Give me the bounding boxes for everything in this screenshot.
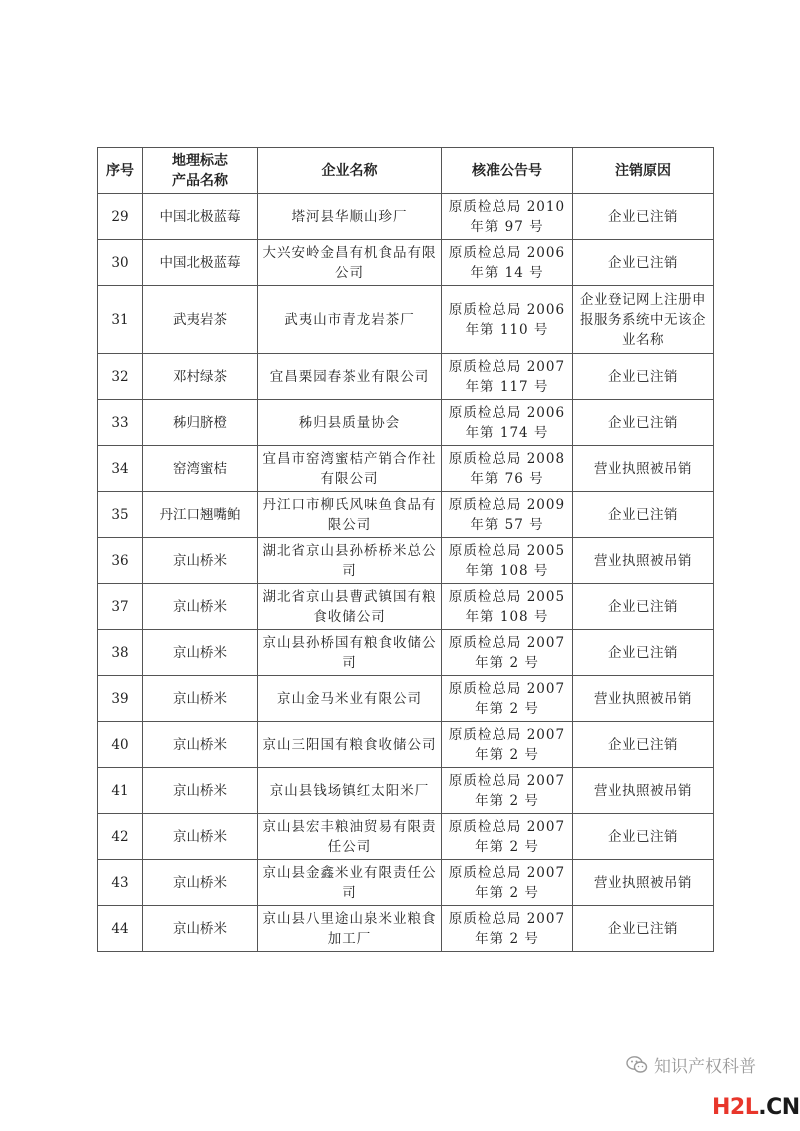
- cell-company: 丹江口市柳氏风味鱼食品有限公司: [258, 492, 442, 538]
- cell-seq: 39: [98, 676, 143, 722]
- cell-reason: 企业已注销: [573, 630, 714, 676]
- table-row: [98, 722, 714, 768]
- table-row: [98, 194, 714, 240]
- header-announcement: 核准公告号: [442, 148, 573, 194]
- table-row: [98, 584, 714, 630]
- cell-seq: 40: [98, 722, 143, 768]
- cell-announcement: 原质检总局 2007 年第 2 号: [442, 676, 573, 722]
- cell-company: 宜昌栗园春茶业有限公司: [258, 354, 442, 400]
- header-company: 企业名称: [258, 148, 442, 194]
- cell-seq: 30: [98, 240, 143, 286]
- cell-seq: 37: [98, 584, 143, 630]
- table-row: [98, 400, 714, 446]
- cell-product: 京山桥米: [143, 814, 258, 860]
- wechat-watermark: [626, 1052, 756, 1077]
- cell-reason: 企业已注销: [573, 584, 714, 630]
- cell-reason: 营业执照被吊销: [573, 768, 714, 814]
- cell-seq: 43: [98, 860, 143, 906]
- table-row: [98, 354, 714, 400]
- cell-product: 京山桥米: [143, 906, 258, 952]
- cell-product: 秭归脐橙: [143, 400, 258, 446]
- cell-reason: 企业已注销: [573, 722, 714, 768]
- table-row: [98, 768, 714, 814]
- cell-announcement: 原质检总局 2006 年第 174 号: [442, 400, 573, 446]
- cell-announcement: 原质检总局 2006 年第 110 号: [442, 286, 573, 354]
- table-row: [98, 446, 714, 492]
- cell-product: 中国北极蓝莓: [143, 240, 258, 286]
- cell-company: 京山县金鑫米业有限责任公司: [258, 860, 442, 906]
- cell-company: 京山金马米业有限公司: [258, 676, 442, 722]
- cell-announcement: 原质检总局 2010 年第 97 号: [442, 194, 573, 240]
- cell-reason: 企业已注销: [573, 194, 714, 240]
- header-product-line2: 产品名称: [172, 172, 228, 189]
- table-header-row: [98, 148, 714, 194]
- header-seq: 序号: [98, 148, 143, 194]
- cell-announcement: 原质检总局 2005 年第 108 号: [442, 538, 573, 584]
- table-row: [98, 492, 714, 538]
- revocation-table: [97, 147, 714, 952]
- cell-product: 丹江口翘嘴鲌: [143, 492, 258, 538]
- watermark-text: 知识产权科普: [654, 1057, 756, 1077]
- cell-reason: 企业已注销: [573, 814, 714, 860]
- cell-reason: 企业已注销: [573, 240, 714, 286]
- cell-product: 京山桥米: [143, 538, 258, 584]
- cell-reason: 企业已注销: [573, 906, 714, 952]
- table-row: [98, 814, 714, 860]
- table-row: [98, 630, 714, 676]
- cell-product: 京山桥米: [143, 768, 258, 814]
- header-product-line1: 地理标志: [172, 152, 228, 169]
- cell-announcement: 原质检总局 2007 年第 2 号: [442, 906, 573, 952]
- cell-seq: 32: [98, 354, 143, 400]
- table-row: [98, 240, 714, 286]
- cell-product: 京山桥米: [143, 860, 258, 906]
- cell-product: 邓村绿茶: [143, 354, 258, 400]
- cell-seq: 29: [98, 194, 143, 240]
- cell-reason: 营业执照被吊销: [573, 538, 714, 584]
- cell-reason: 企业登记网上注册申报服务系统中无该企业名称: [573, 286, 714, 354]
- cell-seq: 31: [98, 286, 143, 354]
- table-row: [98, 538, 714, 584]
- cell-seq: 34: [98, 446, 143, 492]
- site-logo-brand: H2L: [712, 1095, 759, 1120]
- site-logo: [712, 1095, 800, 1120]
- cell-seq: 38: [98, 630, 143, 676]
- cell-company: 京山县钱场镇红太阳米厂: [258, 768, 442, 814]
- header-reason: 注销原因: [573, 148, 714, 194]
- cell-company: 京山县八里途山泉米业粮食加工厂: [258, 906, 442, 952]
- cell-announcement: 原质检总局 2007 年第 2 号: [442, 722, 573, 768]
- cell-announcement: 原质检总局 2007 年第 2 号: [442, 630, 573, 676]
- cell-product: 京山桥米: [143, 630, 258, 676]
- cell-announcement: 原质检总局 2007 年第 117 号: [442, 354, 573, 400]
- cell-seq: 35: [98, 492, 143, 538]
- cell-company: 京山县宏丰粮油贸易有限责任公司: [258, 814, 442, 860]
- cell-announcement: 原质检总局 2007 年第 2 号: [442, 768, 573, 814]
- cell-company: 京山三阳国有粮食收储公司: [258, 722, 442, 768]
- table-row: [98, 906, 714, 952]
- cell-reason: 企业已注销: [573, 354, 714, 400]
- cell-announcement: 原质检总局 2008 年第 76 号: [442, 446, 573, 492]
- cell-announcement: 原质检总局 2009 年第 57 号: [442, 492, 573, 538]
- cell-seq: 41: [98, 768, 143, 814]
- cell-product: 窑湾蜜桔: [143, 446, 258, 492]
- cell-reason: 企业已注销: [573, 492, 714, 538]
- cell-product: 京山桥米: [143, 584, 258, 630]
- cell-company: 秭归县质量协会: [258, 400, 442, 446]
- cell-company: 宜昌市窑湾蜜桔产销合作社有限公司: [258, 446, 442, 492]
- cell-announcement: 原质检总局 2007 年第 2 号: [442, 814, 573, 860]
- cell-company: 塔河县华顺山珍厂: [258, 194, 442, 240]
- table-row: [98, 676, 714, 722]
- cell-reason: 营业执照被吊销: [573, 446, 714, 492]
- cell-product: 京山桥米: [143, 676, 258, 722]
- cell-company: 大兴安岭金昌有机食品有限公司: [258, 240, 442, 286]
- cell-reason: 营业执照被吊销: [573, 676, 714, 722]
- table-row: [98, 286, 714, 354]
- cell-reason: 营业执照被吊销: [573, 860, 714, 906]
- cell-company: 武夷山市青龙岩茶厂: [258, 286, 442, 354]
- cell-announcement: 原质检总局 2005 年第 108 号: [442, 584, 573, 630]
- cell-company: 湖北省京山县孙桥桥米总公司: [258, 538, 442, 584]
- cell-product: 京山桥米: [143, 722, 258, 768]
- cell-seq: 44: [98, 906, 143, 952]
- table-row: [98, 860, 714, 906]
- site-logo-suffix: .CN: [758, 1095, 800, 1120]
- cell-announcement: 原质检总局 2006 年第 14 号: [442, 240, 573, 286]
- cell-seq: 42: [98, 814, 143, 860]
- cell-product: 武夷岩茶: [143, 286, 258, 354]
- cell-seq: 33: [98, 400, 143, 446]
- cell-company: 湖北省京山县曹武镇国有粮食收储公司: [258, 584, 442, 630]
- wechat-icon: [626, 1055, 648, 1075]
- cell-company: 京山县孙桥国有粮食收储公司: [258, 630, 442, 676]
- cell-announcement: 原质检总局 2007 年第 2 号: [442, 860, 573, 906]
- cell-reason: 企业已注销: [573, 400, 714, 446]
- header-product: [143, 148, 258, 194]
- cell-product: 中国北极蓝莓: [143, 194, 258, 240]
- cell-seq: 36: [98, 538, 143, 584]
